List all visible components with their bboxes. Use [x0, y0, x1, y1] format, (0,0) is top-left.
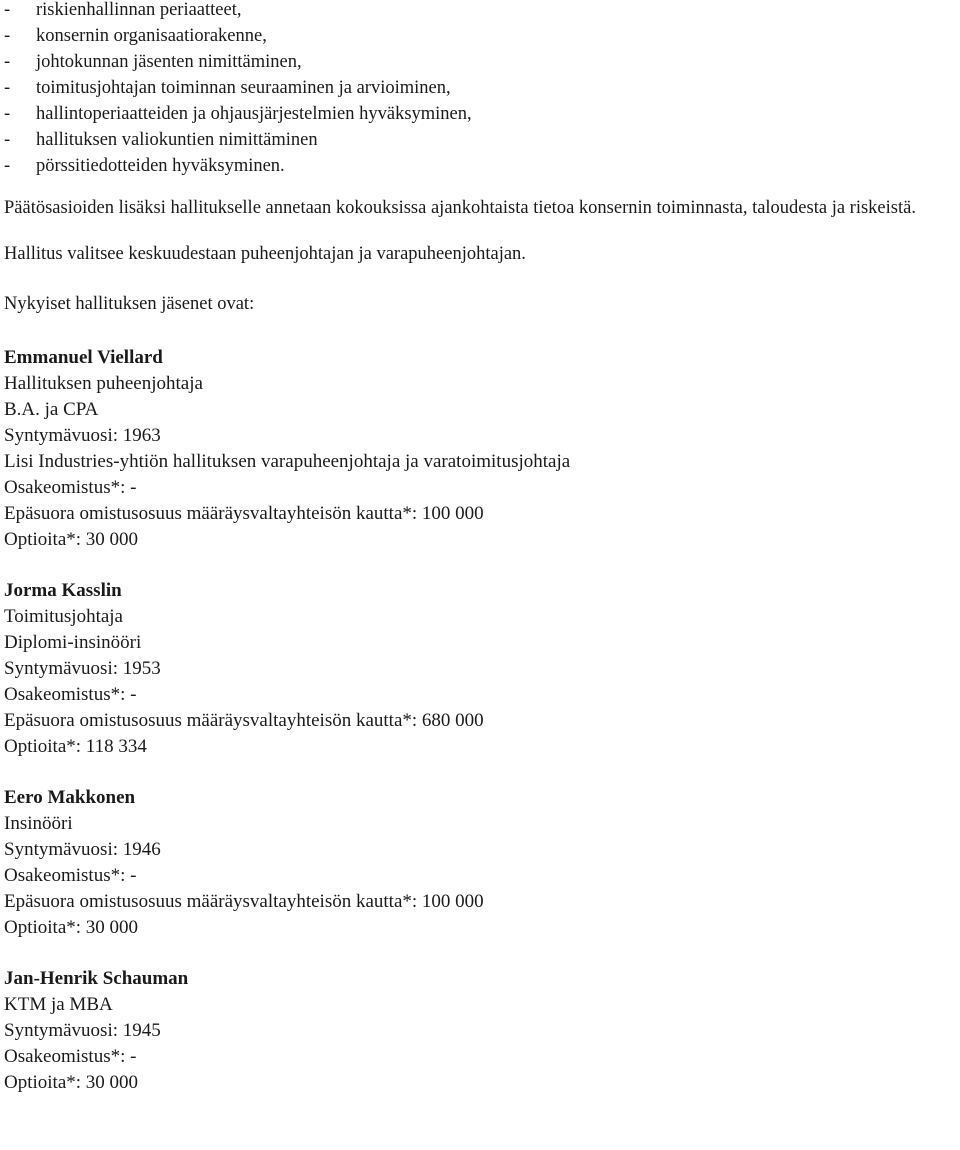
- info-paragraph: Päätösasioiden lisäksi hallitukselle annetaan kokouksissa ajankohtaista tietoa konsernin toiminnasta, taloudesta ja riskeistä.: [4, 198, 916, 218]
- member-viellard: [4, 345, 960, 553]
- bullet-dash: -: [4, 0, 11, 20]
- member-name: Eero Makkonen: [4, 787, 136, 808]
- bullet-dash: -: [4, 104, 11, 124]
- member-detail: Syntymävuosi: 1946: [4, 839, 161, 860]
- member-detail: Syntymävuosi: 1953: [4, 658, 161, 679]
- member-name: Jan-Henrik Schauman: [4, 968, 189, 989]
- member-makkonen: [4, 785, 960, 941]
- list-item-text: riskienhallinnan periaatteet,: [36, 0, 242, 20]
- list-item: [4, 153, 960, 179]
- member-name: Jorma Kasslin: [4, 580, 122, 601]
- list-item-text: toimitusjohtajan toiminnan seuraaminen ja arvioiminen,: [36, 78, 451, 98]
- member-detail: Optioita*: 30 000: [4, 1072, 139, 1093]
- member-detail: Hallituksen puheenjohtaja: [4, 373, 203, 394]
- bullet-dash: -: [4, 156, 11, 176]
- list-item-text: pörssitiedotteiden hyväksyminen.: [36, 156, 285, 176]
- member-name: Emmanuel Viellard: [4, 347, 163, 368]
- member-schauman: [4, 966, 960, 1096]
- list-item-text: johtokunnan jäsenten nimittäminen,: [36, 52, 302, 72]
- member-detail: Optioita*: 30 000: [4, 529, 139, 550]
- member-detail: KTM ja MBA: [4, 994, 113, 1015]
- member-detail: Optioita*: 118 334: [4, 736, 147, 757]
- bullet-dash: -: [4, 26, 11, 46]
- member-detail: Syntymävuosi: 1945: [4, 1020, 161, 1041]
- list-item-text: konsernin organisaatiorakenne,: [36, 26, 267, 46]
- member-detail: Osakeomistus*: -: [4, 684, 137, 705]
- board-duties-list: [4, 0, 960, 179]
- list-item-text: hallituksen valiokuntien nimittäminen: [36, 130, 318, 150]
- member-detail: Osakeomistus*: -: [4, 477, 137, 498]
- member-detail: Syntymävuosi: 1963: [4, 425, 161, 446]
- list-item: [4, 49, 960, 75]
- list-item: [4, 75, 960, 101]
- member-detail: B.A. ja CPA: [4, 399, 99, 420]
- members-intro: Nykyiset hallituksen jäsenet ovat:: [4, 294, 255, 314]
- bullet-dash: -: [4, 78, 11, 98]
- member-detail: Optioita*: 30 000: [4, 917, 139, 938]
- member-detail: Toimitusjohtaja: [4, 606, 123, 627]
- list-item-text: hallintoperiaatteiden ja ohjausjärjestelmien hyväksyminen,: [36, 104, 472, 124]
- member-kasslin: [4, 578, 960, 760]
- chair-paragraph: Hallitus valitsee keskuudestaan puheenjohtajan ja varapuheenjohtajan.: [4, 244, 526, 264]
- member-detail: Osakeomistus*: -: [4, 1046, 137, 1067]
- document-page: [4, 0, 960, 1096]
- member-detail: Epäsuora omistusosuus määräysvaltayhteisön kautta*: 100 000: [4, 503, 484, 524]
- member-detail: Epäsuora omistusosuus määräysvaltayhteisön kautta*: 680 000: [4, 710, 484, 731]
- bullet-dash: -: [4, 130, 11, 150]
- member-detail: Diplomi-insinööri: [4, 632, 142, 653]
- bullet-dash: -: [4, 52, 11, 72]
- list-item: [4, 23, 960, 49]
- member-detail: Insinööri: [4, 813, 73, 834]
- member-detail: Epäsuora omistusosuus määräysvaltayhteisön kautta*: 100 000: [4, 891, 484, 912]
- list-item: [4, 0, 960, 23]
- list-item: [4, 127, 960, 153]
- member-detail: Osakeomistus*: -: [4, 865, 137, 886]
- list-item: [4, 101, 960, 127]
- member-detail: Lisi Industries-yhtiön hallituksen varapuheenjohtaja ja varatoimitusjohtaja: [4, 451, 571, 472]
